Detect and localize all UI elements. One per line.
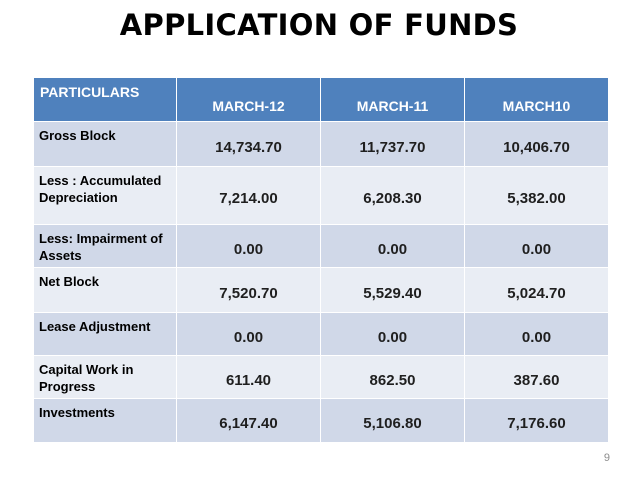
cell-value: 862.50 — [321, 356, 465, 399]
cell-value: 0.00 — [177, 225, 321, 268]
row-label-gross-block: Gross Block — [34, 122, 177, 167]
page-number: 9 — [603, 452, 610, 464]
application-of-funds-table — [34, 78, 609, 443]
cell-value: 0.00 — [321, 313, 465, 356]
header-march-12: MARCH-12 — [177, 78, 321, 122]
table-row — [34, 225, 609, 268]
cell-value: 7,176.60 — [465, 399, 609, 443]
header-march-10: MARCH10 — [465, 78, 609, 122]
cell-value: 6,147.40 — [177, 399, 321, 443]
cell-value: 0.00 — [465, 225, 609, 268]
cell-value: 7,520.70 — [177, 268, 321, 313]
table-row — [34, 122, 609, 167]
cell-value: 10,406.70 — [465, 122, 609, 167]
table-row — [34, 167, 609, 225]
table-row — [34, 313, 609, 356]
cell-value: 5,024.70 — [465, 268, 609, 313]
row-label-lease-adjustment: Lease Adjustment — [34, 313, 177, 356]
row-label-impairment-of-assets: Less: Impairment of Assets — [34, 225, 177, 268]
cell-value: 0.00 — [465, 313, 609, 356]
row-label-net-block: Net Block — [34, 268, 177, 313]
row-label-investments: Investments — [34, 399, 177, 443]
cell-value: 5,382.00 — [465, 167, 609, 225]
header-particulars: PARTICULARS — [34, 78, 177, 122]
table-row — [34, 399, 609, 443]
cell-value: 14,734.70 — [177, 122, 321, 167]
slide-title: APPLICATION OF FUNDS — [119, 8, 519, 42]
row-label-accumulated-depreciation: Less : Accumulated Depreciation — [34, 167, 177, 225]
cell-value: 5,106.80 — [321, 399, 465, 443]
cell-value: 611.40 — [177, 356, 321, 399]
table-row — [34, 356, 609, 399]
cell-value: 0.00 — [177, 313, 321, 356]
cell-value: 387.60 — [465, 356, 609, 399]
header-march-11: MARCH-11 — [321, 78, 465, 122]
cell-value: 6,208.30 — [321, 167, 465, 225]
cell-value: 7,214.00 — [177, 167, 321, 225]
row-label-capital-work-in-progress: Capital Work in Progress — [34, 356, 177, 399]
cell-value: 0.00 — [321, 225, 465, 268]
table-header-row — [34, 78, 609, 122]
cell-value: 5,529.40 — [321, 268, 465, 313]
cell-value: 11,737.70 — [321, 122, 465, 167]
table-row — [34, 268, 609, 313]
